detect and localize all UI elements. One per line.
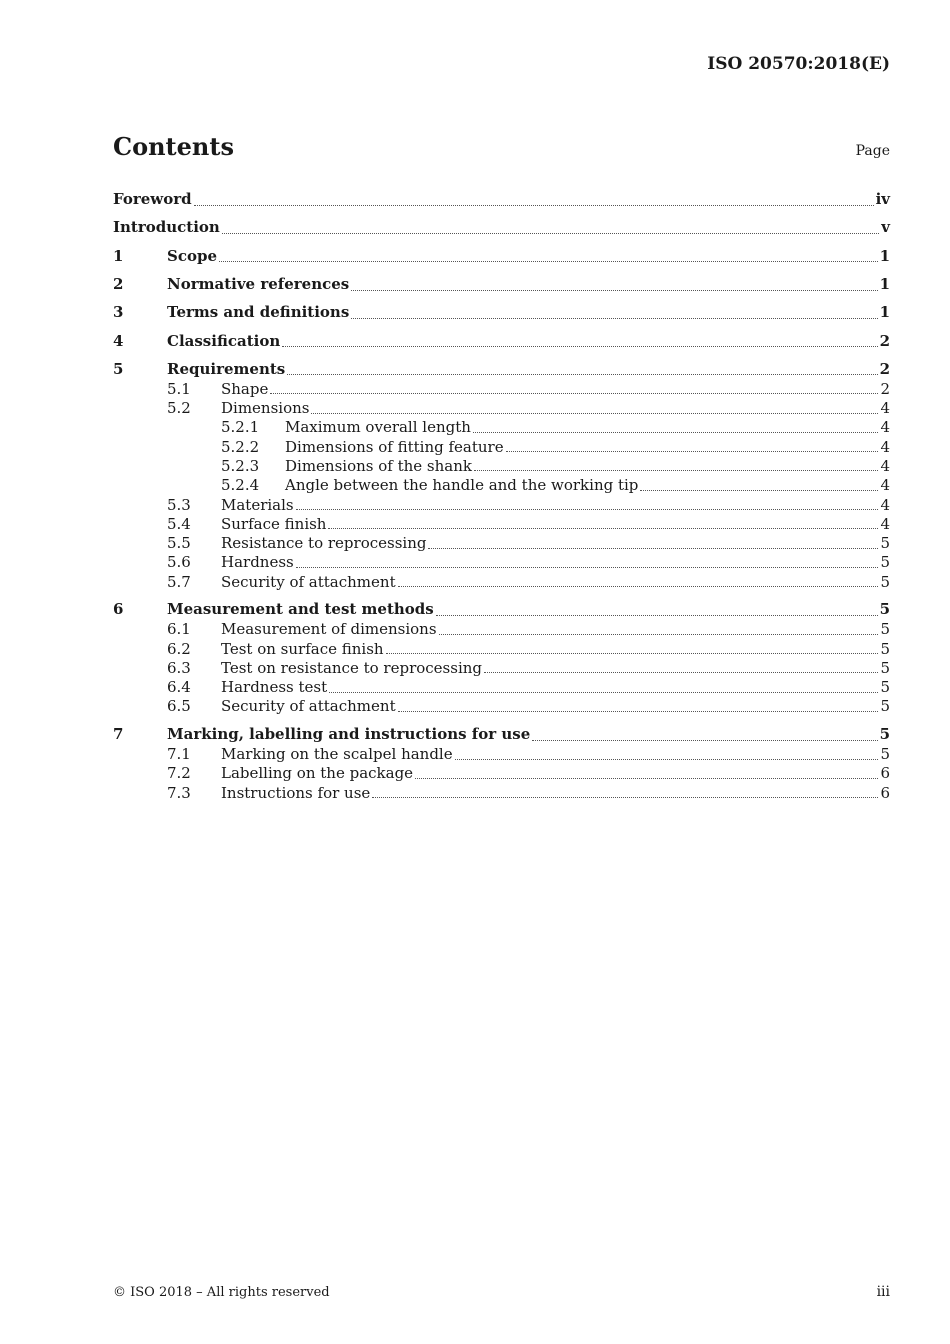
toc-entry-page: 5 <box>880 745 890 764</box>
toc-entry-page: 4 <box>880 418 890 437</box>
toc-entry[interactable] <box>113 437 890 456</box>
toc-entry-page: 5 <box>880 697 890 716</box>
toc-entry-title: Shape <box>221 379 269 398</box>
toc-entry-title: Dimensions <box>221 399 310 418</box>
toc-entry-page: 4 <box>880 437 890 456</box>
toc-entry-title: Instructions for use <box>221 783 371 802</box>
dot-leader <box>328 528 878 529</box>
contents-heading: Contents <box>113 132 234 161</box>
dot-leader <box>351 318 877 319</box>
toc-entry[interactable] <box>113 783 890 802</box>
toc-entry-title: Hardness test <box>221 678 328 697</box>
toc-entry-title: Materials <box>221 495 294 514</box>
toc-entry[interactable] <box>113 764 890 783</box>
dot-leader <box>270 393 878 394</box>
table-of-contents <box>113 185 890 802</box>
toc-entry-page: 6 <box>880 764 890 783</box>
toc-entry-number: 4 <box>113 331 124 350</box>
dot-leader <box>296 567 879 568</box>
toc-entry[interactable] <box>113 533 890 552</box>
toc-entry-page: 2 <box>879 359 890 378</box>
toc-entry-number: 3 <box>113 303 124 322</box>
toc-entry-title: Test on resistance to reprocessing <box>221 658 482 677</box>
toc-entry-page: 5 <box>879 600 890 619</box>
toc-entry-page: 2 <box>880 379 890 398</box>
toc-entry-page: 4 <box>880 514 890 533</box>
toc-entry-title: Marking, labelling and instructions for use <box>167 725 531 744</box>
document-id: ISO 20570:2018(E) <box>707 54 890 74</box>
toc-entry[interactable] <box>113 398 890 417</box>
toc-entry-title: Measurement of dimensions <box>221 620 437 639</box>
dot-leader <box>194 205 874 206</box>
toc-entry-number: 5.2.2 <box>221 437 260 456</box>
toc-entry[interactable] <box>113 418 890 437</box>
toc-entry-page: 5 <box>880 658 890 677</box>
toc-entry-number: 5.3 <box>167 495 191 514</box>
toc-entry-number: 7.3 <box>167 783 191 802</box>
toc-entry-page: 5 <box>880 534 890 553</box>
dot-leader <box>474 470 878 471</box>
dot-leader <box>372 797 878 798</box>
toc-entry[interactable] <box>113 697 890 716</box>
toc-entry-number: 7.2 <box>167 764 191 783</box>
toc-entry-title: Surface finish <box>221 514 327 533</box>
dot-leader <box>287 374 877 375</box>
dot-leader <box>439 634 879 635</box>
dot-leader <box>329 692 878 693</box>
toc-entry[interactable] <box>113 456 890 475</box>
dot-leader <box>473 432 879 433</box>
toc-entry-number: 6.3 <box>167 658 191 677</box>
toc-entry[interactable] <box>113 213 890 241</box>
dot-leader <box>222 233 879 234</box>
toc-entry-page: 5 <box>880 639 890 658</box>
toc-entry-number: 6 <box>113 600 124 619</box>
dot-leader <box>428 548 878 549</box>
toc-entry-title: Maximum overall length <box>285 418 471 437</box>
toc-entry-number: 5.2 <box>167 399 191 418</box>
dot-leader <box>455 759 879 760</box>
toc-entry[interactable] <box>113 298 890 326</box>
dot-leader <box>398 711 879 712</box>
toc-entry-number: 1 <box>113 246 124 265</box>
toc-entry[interactable] <box>113 185 890 213</box>
toc-entry-page: 5 <box>879 725 890 744</box>
toc-entry-title: Scope <box>167 246 218 265</box>
toc-entry-number: 7 <box>113 725 124 744</box>
toc-entry-title: Measurement and test methods <box>167 600 434 619</box>
dot-leader <box>415 778 878 779</box>
toc-entry-page: 4 <box>880 456 890 475</box>
toc-entry-number: 7.1 <box>167 745 191 764</box>
toc-entry-title: Security of attachment <box>221 697 396 716</box>
toc-entry-number: 5.2.1 <box>221 418 260 437</box>
toc-entry-number: 5.5 <box>167 534 191 553</box>
toc-entry-page: 4 <box>880 495 890 514</box>
toc-entry[interactable] <box>113 553 890 572</box>
toc-entry-page: 5 <box>880 620 890 639</box>
toc-entry-page: 1 <box>879 246 890 265</box>
footer-page-number: iii <box>876 1284 890 1300</box>
dot-leader <box>282 346 877 347</box>
dot-leader <box>398 586 879 587</box>
toc-entry-page: iv <box>875 190 890 209</box>
dot-leader <box>386 653 879 654</box>
toc-entry-title: Terms and definitions <box>167 303 350 322</box>
toc-entry-page: 4 <box>880 476 890 495</box>
toc-entry[interactable] <box>113 572 890 591</box>
toc-entry-title: Classification <box>167 331 281 350</box>
dot-leader <box>484 672 878 673</box>
dot-leader <box>506 451 879 452</box>
toc-entry[interactable] <box>113 658 890 677</box>
toc-entry[interactable] <box>113 514 890 533</box>
toc-entry-number: 5.2.3 <box>221 456 260 475</box>
toc-entry-title: Foreword <box>113 190 192 209</box>
toc-entry[interactable] <box>113 639 890 658</box>
toc-entry-page: 1 <box>879 303 890 322</box>
toc-entry-number: 6.2 <box>167 639 191 658</box>
toc-entry-title: Normative references <box>167 275 350 294</box>
toc-entry-title: Dimensions of fitting feature <box>285 437 504 456</box>
toc-entry[interactable] <box>113 495 890 514</box>
toc-entry-title: Security of attachment <box>221 572 396 591</box>
dot-leader <box>311 413 878 414</box>
toc-entry-number: 2 <box>113 275 124 294</box>
toc-entry-title: Resistance to reprocessing <box>221 534 427 553</box>
toc-entry-number: 5.4 <box>167 514 191 533</box>
toc-entry-number: 6.5 <box>167 697 191 716</box>
toc-entry[interactable] <box>113 379 890 398</box>
dot-leader <box>351 290 877 291</box>
toc-entry-page: 5 <box>880 678 890 697</box>
toc-entry-page: 1 <box>879 275 890 294</box>
toc-entry-number: 5 <box>113 359 124 378</box>
toc-entry[interactable] <box>113 242 890 270</box>
toc-entry-page: 2 <box>879 331 890 350</box>
dot-leader <box>436 615 878 616</box>
toc-entry-title: Angle between the handle and the working tip <box>285 476 639 495</box>
toc-entry-number: 5.2.4 <box>221 476 260 495</box>
dot-leader <box>532 740 877 741</box>
toc-entry[interactable] <box>113 744 890 763</box>
toc-entry-number: 5.7 <box>167 572 191 591</box>
toc-entry-title: Marking on the scalpel handle <box>221 745 453 764</box>
toc-entry-page: 4 <box>880 399 890 418</box>
dot-leader <box>219 261 878 262</box>
copyright-notice: © ISO 2018 – All rights reserved <box>113 1285 330 1300</box>
toc-entry-number: 5.6 <box>167 553 191 572</box>
toc-entry-page: v <box>881 218 890 237</box>
toc-entry-number: 6.1 <box>167 620 191 639</box>
toc-entry-title: Test on surface finish <box>221 639 384 658</box>
toc-entry-title: Requirements <box>167 359 286 378</box>
toc-entry-page: 5 <box>880 572 890 591</box>
toc-entry[interactable] <box>113 620 890 639</box>
dot-leader <box>640 490 878 491</box>
toc-entry-page: 5 <box>880 553 890 572</box>
toc-entry[interactable] <box>113 678 890 697</box>
toc-entry-title: Dimensions of the shank <box>285 456 472 475</box>
toc-entry-title: Labelling on the package <box>221 764 414 783</box>
toc-entry[interactable] <box>113 476 890 495</box>
toc-entry-title: Introduction <box>113 218 220 237</box>
page-column-label: Page <box>855 143 890 159</box>
toc-entry-title: Hardness <box>221 553 294 572</box>
toc-entry-number: 6.4 <box>167 678 191 697</box>
toc-entry-page: 6 <box>880 783 890 802</box>
toc-entry[interactable] <box>113 326 890 354</box>
toc-entry[interactable] <box>113 270 890 298</box>
toc-entry-number: 5.1 <box>167 379 191 398</box>
dot-leader <box>296 509 879 510</box>
